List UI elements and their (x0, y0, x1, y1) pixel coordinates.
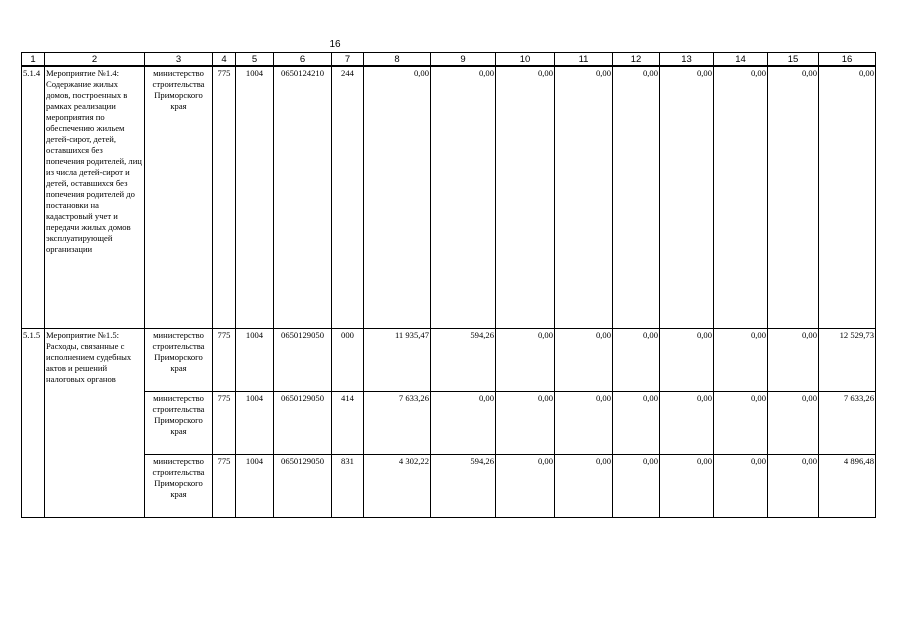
column-header: 11 (555, 53, 613, 67)
ministry-code: 775 (213, 454, 236, 517)
target-article: 0650129050 (274, 454, 332, 517)
column-header: 16 (819, 53, 876, 67)
column-header: 1 (22, 53, 45, 67)
section-code: 1004 (236, 66, 274, 328)
row-number: 5.1.5 (22, 328, 45, 517)
executor: министерство строительства Приморского края (145, 454, 213, 517)
value-cell: 0,00 (660, 391, 714, 454)
page-number: 16 (329, 39, 341, 50)
expense-type: 244 (332, 66, 364, 328)
column-header: 10 (496, 53, 555, 67)
ministry-code: 775 (213, 391, 236, 454)
executor: министерство строительства Приморского края (145, 328, 213, 391)
value-cell: 0,00 (613, 454, 660, 517)
table-row (22, 66, 876, 328)
column-header: 4 (213, 53, 236, 67)
value-cell: 0,00 (714, 391, 768, 454)
value-cell: 0,00 (660, 454, 714, 517)
target-article: 0650124210 (274, 66, 332, 328)
value-cell: 0,00 (768, 454, 819, 517)
budget-table (21, 52, 876, 518)
section-code: 1004 (236, 454, 274, 517)
value-cell: 0,00 (496, 454, 555, 517)
column-header: 14 (714, 53, 768, 67)
value-cell: 0,00 (431, 66, 496, 328)
value-cell: 0,00 (496, 66, 555, 328)
column-header: 15 (768, 53, 819, 67)
value-cell: 0,00 (431, 391, 496, 454)
value-cell: 0,00 (660, 328, 714, 391)
event-name: Мероприятие №1.5: Расходы, связанные с исполнением судебных актов и решений налоговых органов (45, 328, 145, 517)
executor: министерство строительства Приморского края (145, 66, 213, 328)
column-header: 6 (274, 53, 332, 67)
expense-type: 831 (332, 454, 364, 517)
column-header: 13 (660, 53, 714, 67)
value-cell: 0,00 (660, 66, 714, 328)
value-cell: 594,26 (431, 454, 496, 517)
value-cell: 7 633,26 (364, 391, 431, 454)
target-article: 0650129050 (274, 391, 332, 454)
expense-type: 000 (332, 328, 364, 391)
value-cell: 0,00 (555, 454, 613, 517)
value-cell: 0,00 (555, 328, 613, 391)
value-cell: 0,00 (768, 391, 819, 454)
value-cell: 7 633,26 (819, 391, 876, 454)
value-cell: 0,00 (496, 328, 555, 391)
value-cell: 4 302,22 (364, 454, 431, 517)
value-cell: 11 935,47 (364, 328, 431, 391)
event-name: Мероприятие №1.4: Содержание жилых домов, построенных в рамках реализации мероприятия по обеспечению жильем детей-сирот, детей, оставшихся без попечения родителей, лиц из числа детей-сирот и детей, оставшихся без попечения родителей до постановки на кадастровый учет и передачи жилых домов эксплуатирующей организации (45, 66, 145, 328)
value-cell: 12 529,73 (819, 328, 876, 391)
section-code: 1004 (236, 328, 274, 391)
value-cell: 0,00 (714, 66, 768, 328)
expense-type: 414 (332, 391, 364, 454)
column-header: 12 (613, 53, 660, 67)
table-row (22, 391, 876, 454)
column-header: 7 (332, 53, 364, 67)
column-header: 3 (145, 53, 213, 67)
target-article: 0650129050 (274, 328, 332, 391)
value-cell: 0,00 (364, 66, 431, 328)
column-header: 2 (45, 53, 145, 67)
ministry-code: 775 (213, 66, 236, 328)
executor: министерство строительства Приморского края (145, 391, 213, 454)
table-row (22, 328, 876, 391)
column-number-header-row (22, 53, 876, 67)
table-row (22, 454, 876, 517)
column-header: 5 (236, 53, 274, 67)
value-cell: 0,00 (714, 454, 768, 517)
column-header: 9 (431, 53, 496, 67)
value-cell: 0,00 (714, 328, 768, 391)
column-header: 8 (364, 53, 431, 67)
value-cell: 4 896,48 (819, 454, 876, 517)
value-cell: 0,00 (613, 328, 660, 391)
ministry-code: 775 (213, 328, 236, 391)
value-cell: 0,00 (496, 391, 555, 454)
value-cell: 0,00 (613, 391, 660, 454)
row-number: 5.1.4 (22, 66, 45, 328)
value-cell: 0,00 (613, 66, 660, 328)
section-code: 1004 (236, 391, 274, 454)
value-cell: 0,00 (555, 391, 613, 454)
value-cell: 0,00 (819, 66, 876, 328)
value-cell: 594,26 (431, 328, 496, 391)
value-cell: 0,00 (555, 66, 613, 328)
value-cell: 0,00 (768, 328, 819, 391)
value-cell: 0,00 (768, 66, 819, 328)
